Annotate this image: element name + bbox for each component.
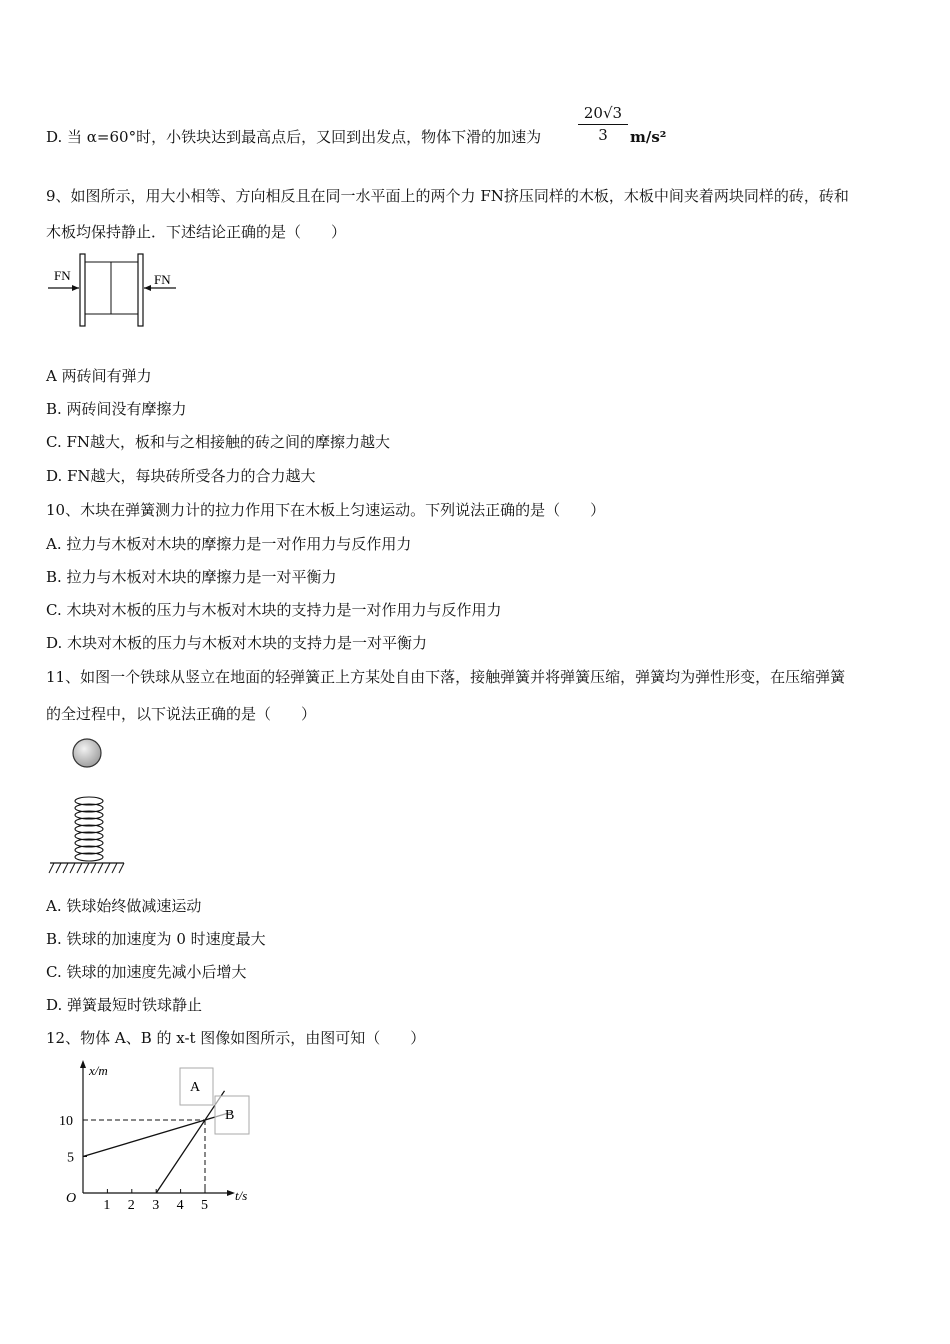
q10-option-d: D. 木块对木板的压力与木板对木块的支持力是一对平衡力 xyxy=(46,634,428,652)
q9-option-a: A 两砖间有弹力 xyxy=(46,367,152,385)
q11-option-d: D. 弹簧最短时铁球静止 xyxy=(46,996,203,1014)
x-axis-arrowhead xyxy=(227,1190,235,1196)
q12-stem: 12、物体 A、B 的 x-t 图像如图所示，由图可知（ ） xyxy=(46,1029,426,1047)
fig-label-left: FN xyxy=(54,268,71,283)
q9-figure xyxy=(46,250,186,330)
left-board xyxy=(80,254,85,326)
q11-option-b: B. 铁球的加速度为 0 时速度最大 xyxy=(46,930,266,948)
series-a-label: A xyxy=(190,1080,201,1095)
q9-stem-line2: 木板均保持静止．下述结论正确的是（ ） xyxy=(46,223,347,241)
ground-hatch xyxy=(49,863,124,873)
series-b-label: B xyxy=(225,1108,235,1123)
q10-option-c: C. 木块对木板的压力与木板对木块的支持力是一对作用力与反作用力 xyxy=(46,601,502,619)
q11-figure xyxy=(46,735,136,880)
right-brick xyxy=(111,262,138,314)
x-tick-label: 2 xyxy=(127,1198,135,1213)
spring-icon xyxy=(75,797,103,861)
iron-ball xyxy=(73,739,101,767)
q9-option-d: D. FN越大，每块砖所受各力的合力越大 xyxy=(46,467,316,485)
q10-option-b: B. 拉力与木板对木块的摩擦力是一对平衡力 xyxy=(46,568,337,586)
series-line-b xyxy=(83,1112,232,1157)
right-arrowhead xyxy=(144,285,151,291)
y-axis-label: x/m xyxy=(89,1063,108,1078)
x-tick-label: 4 xyxy=(176,1198,184,1213)
q11-stem-line2: 的全过程中，以下说法正确的是（ ） xyxy=(46,705,317,723)
q11-option-a: A. 铁球始终做减速运动 xyxy=(46,897,202,915)
series-line-a xyxy=(156,1091,224,1193)
q10-stem: 10、木块在弹簧测力计的拉力作用下在木板上匀速运动。下列说法正确的是（ ） xyxy=(46,501,606,519)
left-brick xyxy=(85,262,111,314)
q9-option-c: C. FN越大，板和与之相接触的砖之间的摩擦力越大 xyxy=(46,433,391,451)
origin-label: O xyxy=(66,1191,77,1206)
q9-option-b: B. 两砖间没有摩擦力 xyxy=(46,400,187,418)
q8-fraction xyxy=(578,104,628,144)
x-tick-label: 1 xyxy=(103,1198,111,1213)
q9-stem-line1: 9、如图所示，用大小相等、方向相反且在同一水平面上的两个力 FN挤压同样的木板，木板中间夹着两块同样的砖，砖和 xyxy=(46,187,849,205)
x-axis-label: t/s xyxy=(235,1188,248,1203)
q8-fraction-numerator: 20√3 xyxy=(578,104,628,125)
x-tick-label: 5 xyxy=(201,1198,208,1213)
y-tick-label: 10 xyxy=(59,1114,73,1129)
q8-fraction-denominator: 3 xyxy=(598,126,608,144)
q12-xt-chart xyxy=(55,1060,270,1220)
q8-unit: m/s² xyxy=(630,128,667,146)
y-axis-arrowhead xyxy=(80,1060,86,1068)
q10-option-a: A. 拉力与木板对木块的摩擦力是一对作用力与反作用力 xyxy=(46,535,412,553)
q11-option-c: C. 铁球的加速度先减小后增大 xyxy=(46,963,247,981)
right-board xyxy=(138,254,143,326)
x-tick-label: 3 xyxy=(152,1198,160,1213)
y-tick-label: 5 xyxy=(67,1150,74,1166)
left-arrowhead xyxy=(72,285,79,291)
fig-label-right: FN xyxy=(154,272,171,287)
q11-stem-line1: 11、如图一个铁球从竖立在地面的轻弹簧正上方某处自由下落，接触弹簧并将弹簧压缩，弹簧均为弹性形变，在压缩弹簧 xyxy=(46,668,846,686)
q8-option-d: D. 当 α=60°时，小铁块达到最高点后，又回到出发点，物体下滑的加速为 xyxy=(46,128,542,146)
